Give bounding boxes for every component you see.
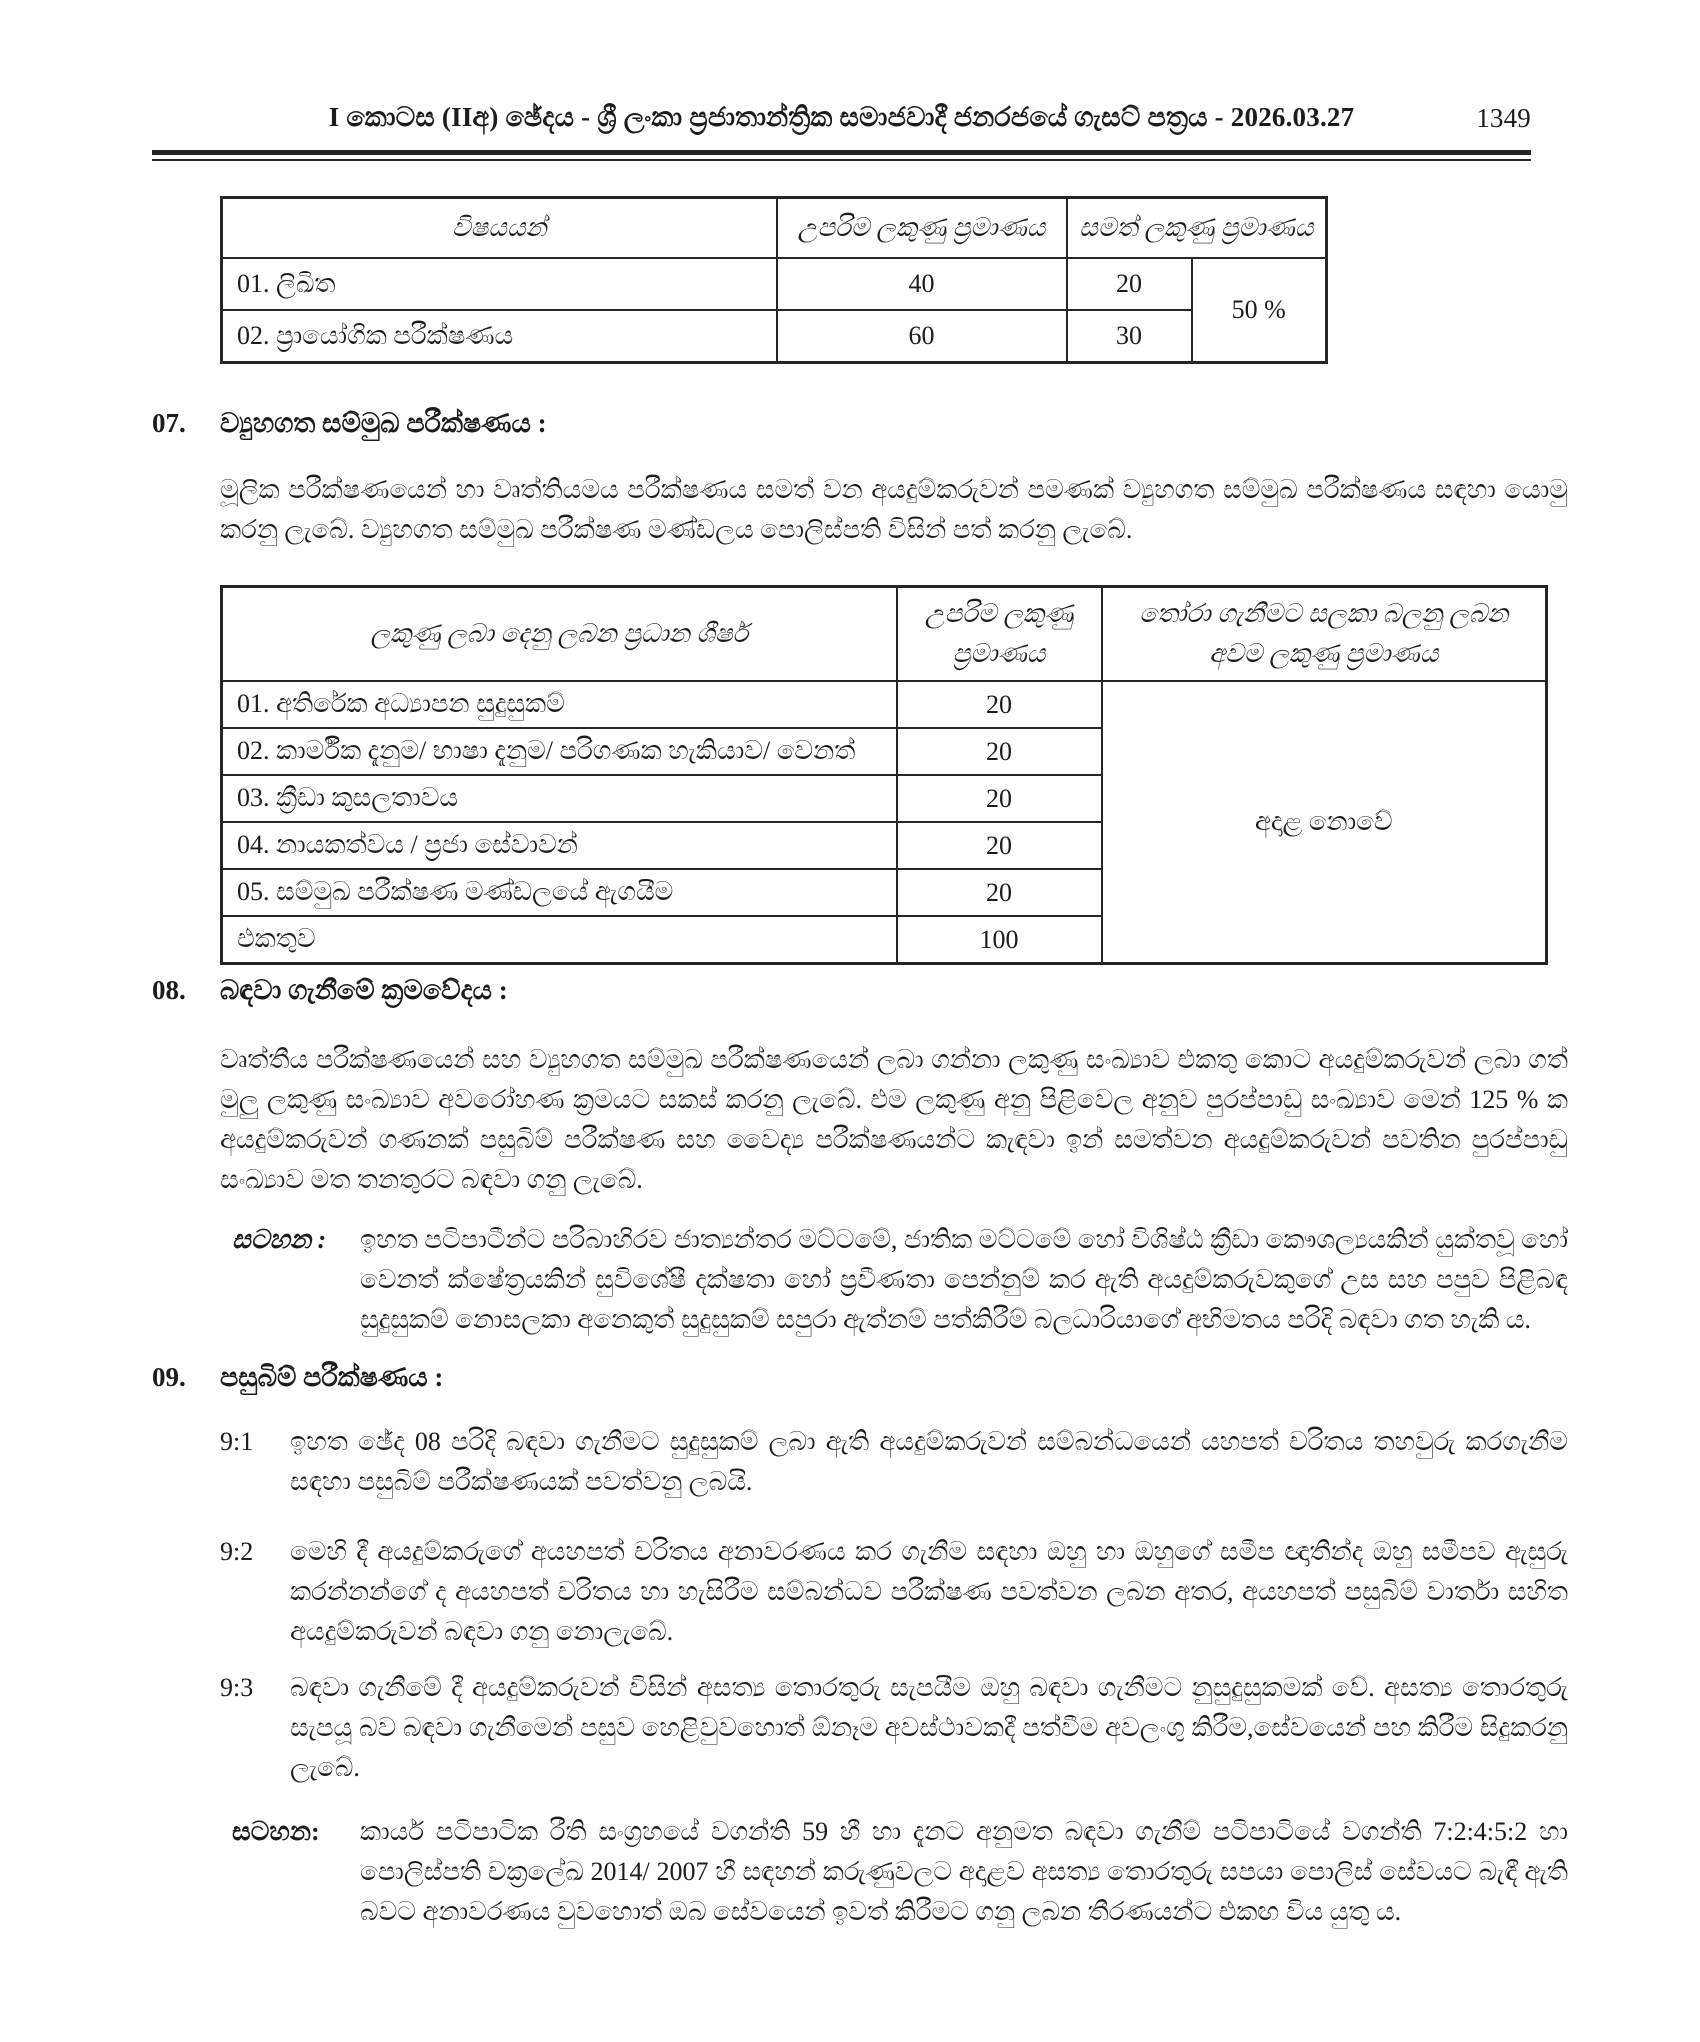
criterion-cell: 03. ක්‍රීඩා කුසලතාවය [222,775,897,822]
page-number: 1349 [1476,103,1531,133]
subject-marks-table [220,196,1328,364]
clause-9-3 [220,1668,1568,1788]
clause-9-2 [220,1532,1568,1652]
col-min-marks: තෝරා ගැනීමට සලකා බලනු ලබන අවම ලකුණු ප්‍රමාණය [1102,587,1547,682]
col-pass-marks: සමත් ලකුණු ප්‍රමාණය [1067,198,1327,259]
max-marks-cell: 60 [777,310,1067,363]
page-header [152,102,1531,134]
criterion-cell: 05. සම්මුඛ පරීක්ෂණ මණ්ඩලයේ ඇගයීම [222,869,897,916]
criterion-cell: 02. කාර්මීක දැනුම/ භාෂා දැනුම/ පරිගණක හැකියාව/ වෙනත් [222,728,897,775]
col-max-marks: උපරිම ලකුණු ප්‍රමාණය [777,198,1067,259]
max-marks-cell: 40 [777,258,1067,310]
criterion-cell: 01. අතිරේක අධ්‍යාපන සුදුසුකම් [222,681,897,728]
section-08-heading [152,975,1568,1007]
note-text: ඉහත පටිපාටීන්ට පරිබාහිරව ජාත්‍යන්තර මට්ටමේ, ජාතික මට්ටමේ හෝ විශිෂ්ඨ ක්‍රීඩා කෞශල්‍යයකින් යුක්තවූ හෝ වෙනත් ක්ෂේත්‍රයකින් සුවිශේෂී දක්ෂතා හෝ ප්‍රවීණතා පෙන්නුම් කර ඇති අයදුම්කරුවකුගේ උස සහ පපුව පිළිබඳ සුදුසුකම් නොසලකා අනෙකුත් සුදුසුකම් සපුරා ඇත්නම් පත්කිරීම් බලධාරියාගේ අභිමතය පරිදි බඳවා ගත හැකි ය. [360,1225,1568,1334]
col-subjects: විෂයයන් [222,198,777,259]
clause-text: ඉහත ඡේද 08 පරිදි බඳවා ගැනීමට සුදුසුකම් ලබා ඇති අයදුම්කරුවන් සම්බන්ධයෙන් යහපත් චරිතය තහවුරු කරගැනීම සඳහා පසුබිම් පරීක්ෂණයක් පවත්වනු ලබයි. [290,1427,1568,1496]
section-08-number: 08. [152,975,186,1005]
note-label: සටහන : [232,1225,327,1254]
table-header-row [222,587,1547,682]
clause-number: 9:3 [220,1673,254,1702]
section-09-heading [152,1362,1568,1394]
clause-number: 9:2 [220,1537,254,1566]
min-marks-note-cell: අදාළ නොවේ [1102,681,1547,964]
criterion-cell: 04. නායකත්වය / ප්‍රජා සේවාවන් [222,822,897,869]
section-07-heading [152,408,1568,440]
subject-cell: 02. ප්‍රායෝගික පරීක්ෂණය [222,310,777,363]
col-max-marks: උපරිම ලකුණු ප්‍රමාණය [897,587,1102,682]
max-marks-cell: 20 [897,728,1102,775]
header-double-rule [152,150,1531,161]
section-08-note [232,1220,1568,1340]
clause-text: මෙහි දී අයදුම්කරුගේ අයහපත් චරිතය අනාවරණය කර ගැනීම සඳහා ඔහු හා ඔහුගේ සමීප ඥාතීන්ද ඔහු සමීපව ඇසුරු කරන්නන්ගේ ද අයහපත් චරිතය හා හැසිරීම සම්බන්ධව පරීක්ෂණ පවත්වන ලබන අතර, අයහපත් පසුබිම් වාර්තා සහිත අයදුම්කරුවන් බඳවා ගනු නොලැබේ. [290,1537,1568,1646]
clause-text: බඳවා ගැනීමේ දී අයදුම්කරුවන් විසින් අසත්‍ය තොරතුරු සැපයීම ඔහු බඳවා ගැනීමට නුසුදුසුකමක් වේ. අසත්‍ය තොරතුරු සැපයූ බව බඳවා ගැනීමෙන් පසුව හෙළිවුවහොත් ඕනෑම අවස්ථාවකදී පත්වීම අවලංගු කිරීම,සේවයෙන් පහ කිරීම සිදුකරනු ලැබේ. [290,1673,1568,1782]
table-row [222,681,1547,728]
note-label: සටහන: [232,1817,320,1846]
section-09-number: 09. [152,1362,186,1392]
section-07-paragraph: මූලික පරීක්ෂණයෙන් හා වෘත්තියමය පරීක්ෂණය සමත් වන අයදුම්කරුවන් පමණක් ව්‍යුහගත සම්මුඛ පරීක්ෂණය සඳහා යොමු කරනු ලැබේ. ව්‍යුහගත සම්මුඛ පරීක්ෂණ මණ්ඩලය පොලිස්පති විසින් පත් කරනු ලැබේ. [220,475,1568,544]
section-08-title: බඳවා ගැනීමේ ක්‍රමවේදය : [220,975,508,1005]
pass-marks-cell: 30 [1067,310,1192,363]
section-09-note [232,1812,1568,1932]
max-marks-cell: 20 [897,775,1102,822]
overall-pass-cell: 50 % [1192,258,1327,363]
section-08-paragraph: වෘත්තීය පරීක්ෂණයෙන් සහ ව්‍යුහගත සම්මුඛ පරීක්ෂණයෙන් ලබා ගන්නා ලකුණු සංඛ්‍යාව එකතු කොට අයදුම්කරුවන් ලබා ගත් මුලු ලකුණු සංඛ්‍යාව අවරෝහණ ක්‍රමයට සකස් කරනු ලැබේ. එම ලකුණු අනු පිළිවෙල අනුව පුරප්පාඩු සංඛ්‍යාව මෙන් 125 % ක අයදුම්කරුවන් ගණනක් පසුබිම් පරීක්ෂණ සහ වෛද්‍ය පරීක්ෂණයන්ට කැඳවා ඉන් සමත්වන අයදුම්කරුවන් පවතින පුරප්පාඩු සංඛ්‍යාව මත තනතුරට බඳවා ගනු ලැබේ. [220,1045,1568,1194]
max-marks-cell: 20 [897,869,1102,916]
total-label-cell: එකතුව [222,916,897,964]
gazette-header-title: I කොටස (IIඅ) ඡේදය - ශ්‍රී ලංකා ප්‍රජාතාන්ත්‍රික සමාජවාදී ජනරජයේ ගැසට් පත්‍රය - 2026.03.27 [328,102,1355,132]
section-09-title: පසුබිම් පරීක්ෂණය : [220,1362,444,1392]
section-07-number: 07. [152,408,186,438]
table-header-row [222,198,1327,259]
section-07-title: ව්‍යුහගත සම්මුඛ පරීක්ෂණය : [220,408,547,438]
max-marks-cell: 20 [897,681,1102,728]
total-marks-cell: 100 [897,916,1102,964]
interview-marks-table [220,585,1548,965]
pass-marks-cell: 20 [1067,258,1192,310]
table-row [222,258,1327,310]
clause-number: 9:1 [220,1427,254,1456]
table-row [222,310,1327,363]
note-text: කාර්ය පටිපාටික රීති සංග්‍රහයේ වගන්ති 59 හී හා දැනට අනුමත බඳවා ගැනීම් පටිපාටියේ වගන්ති 7:2:4:5:2 හා පොලිස්පති චක්‍රලේඛ 2014/ 2007 හී සඳහන් කරුණුවලට අදාළව අසත්‍ය තොරතුරු සපයා පොලිස් සේවයට බැඳී ඇති බවට අනාවරණය වුවහොත් ඔබ සේවයෙන් ඉවත් කිරීමට ගනු ලබන තීරණයන්ට එකඟ විය යුතු ය. [360,1817,1568,1926]
max-marks-cell: 20 [897,822,1102,869]
subject-cell: 01. ලිඛිත [222,258,777,310]
col-main-headings: ලකුණු ලබා දෙනු ලබන ප්‍රධාන ශීර්ෂ [222,587,897,682]
clause-9-1 [220,1422,1568,1502]
